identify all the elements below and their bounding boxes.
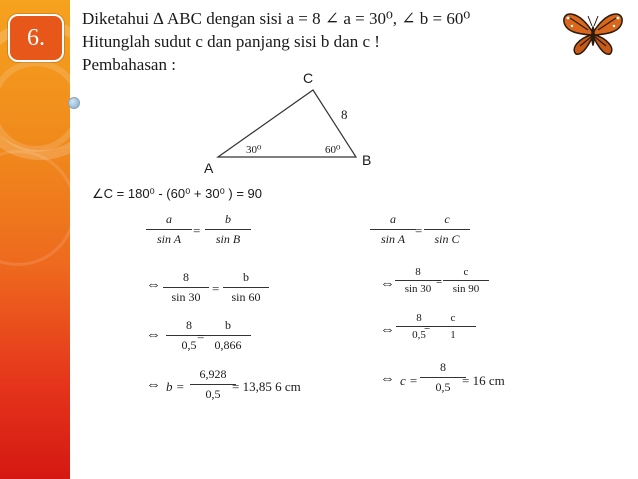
numerator: 6,928 — [190, 367, 236, 385]
problem-statement: Diketahui ∆ ABC dengan sisi a = 8 ∠ a = 30⁰, ∠ b = 60⁰ — [82, 9, 471, 28]
equals-sign: = — [193, 223, 201, 238]
denominator: sin 30 — [404, 283, 432, 295]
denominator: sin 60 — [231, 290, 261, 304]
numerator: 8 — [395, 266, 441, 281]
step3-left-frac — [190, 367, 236, 402]
equivalence-arrow: ⇔ — [146, 277, 161, 293]
step1-left-frac-b — [223, 270, 269, 305]
step1-left-frac-a — [163, 270, 209, 305]
numerator: c — [443, 266, 489, 281]
equals-sign: = — [436, 276, 443, 288]
denominator: 0,5 — [205, 387, 221, 401]
numerator: c — [424, 212, 470, 230]
numerator: 8 — [396, 312, 442, 327]
step1-right-frac-c — [443, 266, 489, 295]
denominator: sin A — [380, 232, 406, 246]
problem-question: Hitunglah sudut c dan panjang sisi b dan c ! — [82, 32, 380, 51]
denominator: 0,5 — [181, 338, 197, 352]
equivalence-arrow: ⇔ — [146, 327, 161, 343]
step1-right-frac-a — [395, 266, 441, 295]
result-b-value: = 13,85 6 cm — [232, 379, 301, 394]
denominator: sin C — [434, 232, 460, 246]
numerator: a — [146, 212, 192, 230]
result-b-lhs: b = — [166, 379, 185, 394]
angle-b-label: 60⁰ — [325, 144, 341, 156]
numerator: c — [430, 312, 476, 327]
denominator: 0,866 — [214, 338, 242, 352]
vertex-c-label: C — [303, 70, 314, 86]
equivalence-arrow: ⇔ — [380, 322, 395, 338]
equivalence-arrow: ⇔ — [146, 377, 161, 393]
equals-sign: = — [197, 329, 205, 344]
equals-sign: = — [212, 281, 220, 296]
equivalence-arrow: ⇔ — [380, 371, 395, 387]
numerator: b — [205, 318, 251, 336]
result-c-value: = 16 cm — [462, 373, 505, 388]
step2-left-frac-b — [205, 318, 251, 353]
numerator: a — [370, 212, 416, 230]
angle-a-label: 30⁰ — [246, 144, 262, 156]
rule-left-frac-b — [205, 212, 251, 247]
denominator: sin 30 — [171, 290, 201, 304]
equals-sign: = — [424, 322, 431, 334]
rule-left-frac-a — [146, 212, 192, 247]
result-c-lhs: c = — [400, 373, 418, 388]
numerator: 8 — [163, 270, 209, 288]
rule-right-frac-a — [370, 212, 416, 247]
equivalence-arrow: ⇔ — [380, 276, 395, 292]
step3-right-frac — [420, 360, 466, 395]
slide-number-badge: 6. — [8, 14, 64, 62]
rule-right-frac-c — [424, 212, 470, 247]
denominator: sin A — [156, 232, 182, 246]
numerator: 8 — [166, 318, 212, 336]
denominator: 0,5 — [412, 329, 426, 341]
denominator: 0,5 — [435, 380, 451, 394]
solution-heading: Pembahasan : — [82, 55, 176, 74]
angle-c-equation: ∠C = 180⁰ - (60⁰ + 30⁰ ) = 90 — [92, 186, 263, 201]
denominator: 1 — [450, 329, 456, 341]
numerator: b — [205, 212, 251, 230]
denominator: sin 90 — [452, 283, 480, 295]
vertex-b-label: B — [362, 152, 372, 168]
numerator: 8 — [420, 360, 466, 378]
equals-sign: = — [415, 223, 423, 238]
denominator: sin B — [215, 232, 241, 246]
side-a-label: 8 — [341, 107, 348, 122]
vertex-a-label: A — [204, 160, 214, 176]
step2-right-frac-c — [430, 312, 476, 341]
numerator: b — [223, 270, 269, 288]
